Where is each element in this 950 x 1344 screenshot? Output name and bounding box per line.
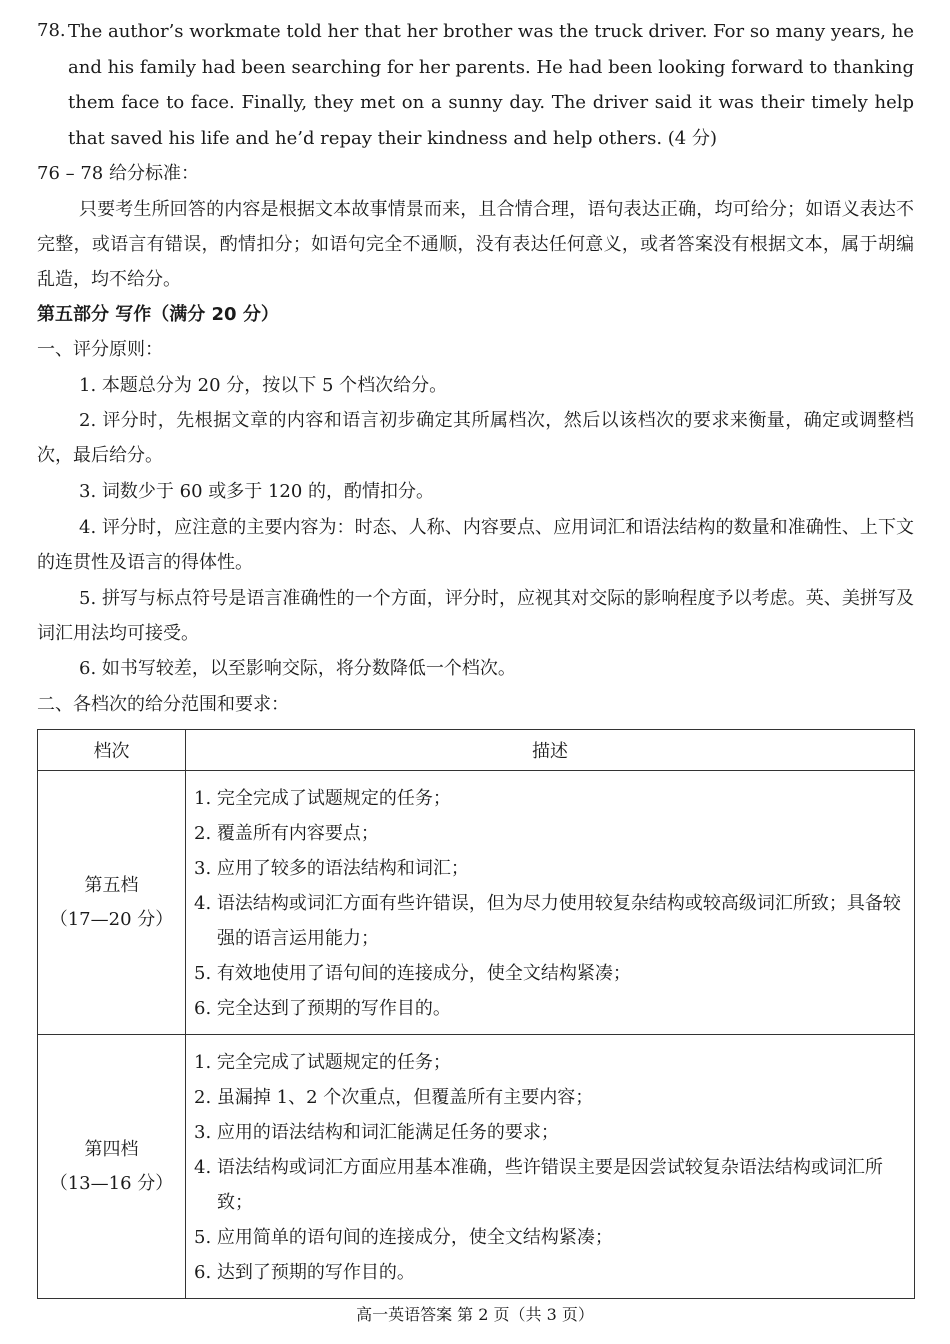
description-cell xyxy=(186,1035,915,1299)
question-78-answer: The author’s workmate told her that her brother was the truck driver. For so many years, he and his family had been searching for her parents. He had been looking forward to thanking them face to face. Finally, they met on a sunny day. The driver said it was their timely help that saved his life and he’d repay their kindness and help others. (4 分) xyxy=(68,21,914,149)
table-row xyxy=(38,1035,915,1299)
principle-item: 3. 词数少于 60 或多于 120 的，酌情扣分。 xyxy=(79,481,435,502)
column-header-level: 档次 xyxy=(38,730,186,771)
description-item: 5. 有效地使用了语句间的连接成分，使全文结构紧凑； xyxy=(194,963,631,984)
principle-item: 5. 拼写与标点符号是语言准确性的一个方面，评分时，应视其对交际的影响程度予以考虑。英、美拼写及词汇用法均可接受。 xyxy=(37,588,914,644)
level-cell xyxy=(38,771,186,1035)
table-row xyxy=(38,771,915,1035)
principle-item: 1. 本题总分为 20 分，按以下 5 个档次给分。 xyxy=(79,375,448,396)
description-item: 4. 语法结构或词汇方面有些许错误，但为尽力使用较复杂结构或较高级词汇所致；具备较强的语言运用能力； xyxy=(194,893,901,949)
level-name: 第四档 xyxy=(84,1138,139,1160)
description-item: 1. 完全完成了试题规定的任务； xyxy=(194,1052,451,1073)
description-item: 5. 应用简单的语句间的连接成分，使全文结构紧凑； xyxy=(194,1227,613,1248)
description-item: 6. 达到了预期的写作目的。 xyxy=(194,1262,415,1283)
grading-table xyxy=(37,729,915,1299)
description-item: 1. 完全完成了试题规定的任务； xyxy=(194,788,451,809)
section-title: 第五部分 写作（满分 20 分） xyxy=(37,304,279,325)
principle-item: 2. 评分时，先根据文章的内容和语言初步确定其所属档次，然后以该档次的要求来衡量，确定或调整档次，最后给分。 xyxy=(37,410,914,466)
page-footer: 高一英语答案 第 2 页（共 3 页） xyxy=(356,1305,594,1324)
levels-heading: 二、各档次的给分范围和要求： xyxy=(37,694,289,715)
criteria-body: 只要考生所回答的内容是根据文本故事情景而来，且合情合理，语句表达正确，均可给分；如语义表达不完整，或语言有错误，酌情扣分；如语句完全不通顺，没有表达任何意义，或者答案没有根据文本，属于胡编乱造，均不给分。 xyxy=(37,199,914,290)
criteria-heading: 76 – 78 给分标准： xyxy=(37,163,199,184)
level-range: （17—20 分） xyxy=(49,908,174,930)
column-header-description: 描述 xyxy=(186,730,915,771)
description-item: 4. 语法结构或词汇方面应用基本准确，些许错误主要是因尝试较复杂语法结构或词汇所致； xyxy=(194,1157,883,1213)
level-range: （13—16 分） xyxy=(49,1172,174,1194)
description-item: 6. 完全达到了预期的写作目的。 xyxy=(194,998,451,1019)
description-item: 3. 应用的语法结构和词汇能满足任务的要求； xyxy=(194,1122,559,1143)
table-header-row xyxy=(38,730,915,771)
level-cell xyxy=(38,1035,186,1299)
description-item: 3. 应用了较多的语法结构和词汇； xyxy=(194,858,469,879)
description-item: 2. 虽漏掉 1、2 个次重点，但覆盖所有主要内容； xyxy=(194,1087,594,1108)
principles-heading: 一、评分原则： xyxy=(37,339,163,360)
level-name: 第五档 xyxy=(84,874,139,896)
principle-item: 6. 如书写较差，以至影响交际，将分数降低一个档次。 xyxy=(79,658,516,679)
description-item: 2. 覆盖所有内容要点； xyxy=(194,823,379,844)
principle-item: 4. 评分时，应注意的主要内容为：时态、人称、内容要点、应用词汇和语法结构的数量和准确性、上下文的连贯性及语言的得体性。 xyxy=(37,517,914,573)
question-number: 78. xyxy=(37,20,66,41)
description-cell xyxy=(186,771,915,1035)
